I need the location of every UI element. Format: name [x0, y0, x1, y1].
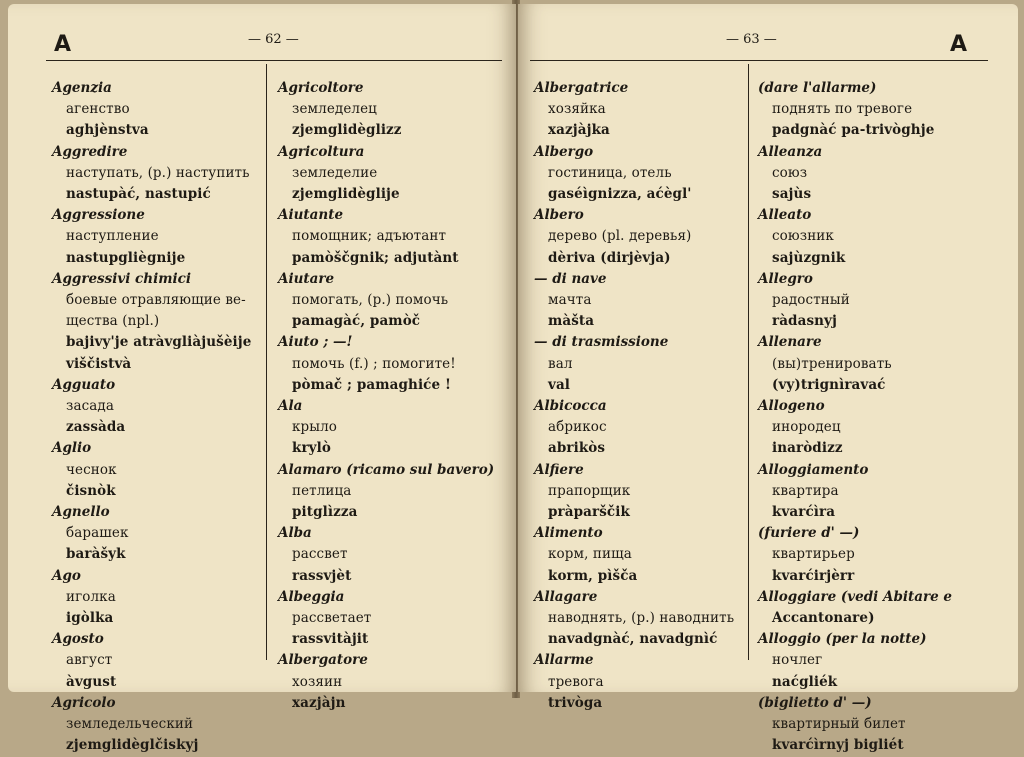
entry-headword: Aiutante: [278, 207, 344, 224]
dictionary-entry: [278, 460, 506, 524]
dictionary-entry: [52, 205, 262, 269]
dictionary-entry: [278, 269, 506, 333]
entry-transliteration: inaròdizz: [772, 440, 843, 457]
entry-russian: квартира: [772, 482, 839, 499]
dictionary-entry: [758, 78, 1008, 142]
column-rule: [748, 64, 749, 660]
dictionary-entry: [534, 523, 744, 587]
entry-headword: Ago: [52, 567, 81, 584]
dictionary-entry: [534, 205, 744, 269]
entry-transliteration: sajùzgnik: [772, 249, 846, 266]
entry-headword: Albero: [534, 207, 584, 224]
entry-transliteration: dèriva (dirjèvja): [548, 249, 671, 266]
entry-transliteration: baràšyk: [66, 546, 126, 563]
entry-headword: Agnello: [52, 504, 110, 521]
dictionary-entry: [758, 396, 1008, 460]
entry-russian: барашек: [66, 525, 129, 542]
entry-transliteration: zjemglidèglije: [292, 186, 400, 203]
entry-headword: Aggressivi chimici: [52, 270, 191, 287]
dictionary-entry: [278, 78, 506, 142]
entry-transliteration: igòlka: [66, 610, 114, 627]
entry-headword: Agosto: [52, 631, 104, 648]
entry-russian: крыло: [292, 419, 338, 436]
dictionary-entry: [52, 438, 262, 502]
entry-russian: засада: [66, 398, 114, 415]
left-column-1: [52, 78, 262, 757]
entry-russian: земледелец: [292, 101, 377, 118]
dictionary-entry: [534, 269, 744, 333]
page-number: — 63 —: [726, 32, 777, 47]
entry-transliteration: čisnòk: [66, 482, 116, 499]
entry-russian: квартирьер: [772, 546, 855, 563]
header-rule: [46, 60, 502, 61]
entry-headword: (furiere d' —): [758, 525, 860, 542]
entry-headword: Aiutare: [278, 270, 335, 287]
entry-russian: ночлег: [772, 652, 823, 669]
entry-russian: наступать, (p.) наступить: [66, 164, 250, 181]
entry-russian: радостный: [772, 292, 850, 309]
entry-headword: Alloggiare (vedi Abitare e: [758, 588, 952, 605]
entry-russian: мачта: [548, 292, 592, 309]
entry-transliteration: val: [548, 376, 571, 393]
entry-headword: Albicocca: [534, 398, 607, 415]
entry-transliteration: korm, pìšča: [548, 567, 638, 584]
entry-transliteration: kvarćirjèrr: [772, 567, 855, 584]
entry-transliteration: bajivy'je atràvgliàjušèije: [66, 334, 252, 351]
entry-russian: петлица: [292, 482, 352, 499]
header-rule: [530, 60, 988, 61]
entry-headword: Aggredire: [52, 143, 128, 160]
entry-headword: Allenare: [758, 334, 822, 351]
dictionary-entry: [758, 460, 1008, 524]
dictionary-entry: [534, 396, 744, 460]
entry-headword: (dare l'allarme): [758, 80, 877, 96]
entry-transliteration: kvarćìra: [772, 504, 836, 521]
left-column-2: [278, 78, 506, 714]
entry-russian: (вы)тренировать: [772, 355, 892, 372]
entry-headword: Alimento: [534, 525, 603, 542]
dictionary-entry: [278, 650, 506, 714]
dictionary-entry: [278, 205, 506, 269]
entry-headword: Alamaro (ricamo sul bavero): [278, 461, 495, 478]
entry-headword: Alba: [278, 525, 312, 542]
section-letter: A: [950, 32, 968, 57]
entry-russian: боевые отравляющие ве-: [66, 292, 246, 309]
entry-headword: Alloggiamento: [758, 461, 869, 478]
entry-russian: хозяин: [292, 673, 343, 690]
entry-headword: Alleato: [758, 207, 812, 224]
entry-transliteration: navadgnàć, navadgnìć: [548, 631, 718, 648]
entry-russian: союз: [772, 164, 808, 181]
dictionary-entry: [758, 693, 1008, 757]
dictionary-entry: [758, 587, 1008, 629]
entry-headword: Allogeno: [758, 398, 825, 415]
entry-transliteration: rassvjèt: [292, 567, 352, 584]
column-rule: [266, 64, 267, 660]
entry-headword: Albergatore: [278, 652, 368, 669]
entry-transliteration: padgnàć pa-trivòghje: [772, 122, 935, 139]
right-column-2: [758, 78, 1008, 757]
entry-transliteration: Accantonare): [772, 610, 875, 627]
entry-russian: чеснок: [66, 461, 117, 478]
entry-russian: союзник: [772, 228, 834, 245]
entry-headword: Alfiere: [534, 461, 584, 478]
entry-headword: Agguato: [52, 376, 116, 393]
dictionary-entry: [534, 142, 744, 206]
entry-transliteration: trivòga: [548, 694, 603, 711]
entry-headword: Allegro: [758, 270, 813, 287]
entry-transliteration: màšta: [548, 313, 595, 330]
entry-transliteration: gaséìgnizza, aćègl': [548, 186, 692, 203]
dictionary-entry: [534, 78, 744, 142]
entry-headword: Aglio: [52, 440, 92, 457]
entry-russian: корм, пища: [548, 546, 632, 563]
dictionary-entry: [758, 629, 1008, 693]
entry-russian: иголка: [66, 588, 116, 605]
entry-transliteration: pitglìzza: [292, 504, 358, 521]
entry-russian: тревога: [548, 673, 604, 690]
entry-transliteration: rassvitàjit: [292, 631, 369, 648]
entry-transliteration: naćgliék: [772, 673, 838, 690]
entry-headword: Agenzia: [52, 80, 112, 96]
dictionary-entry: [278, 523, 506, 587]
dictionary-entry: [534, 332, 744, 396]
entry-transliteration: pamòščgnik; adjutànt: [292, 249, 459, 266]
entry-transliteration: ràdasnyj: [772, 313, 837, 330]
entry-headword: Albergatrice: [534, 80, 629, 96]
dictionary-entry: [52, 142, 262, 206]
entry-russian: наводнять, (p.) наводнить: [548, 610, 735, 627]
entry-russian: помощник; адъютант: [292, 228, 447, 245]
entry-transliteration: xazjàjn: [292, 694, 346, 711]
entry-transliteration: zjemglidèglčiskyj: [66, 737, 199, 754]
entry-russian: рассветает: [292, 610, 372, 627]
entry-russian: рассвет: [292, 546, 348, 563]
entry-transliteration: aghjènstva: [66, 122, 149, 139]
entry-russian: абрикос: [548, 419, 607, 436]
entry-headword: Agricolo: [52, 694, 116, 711]
entry-russian: щества (npl.): [66, 313, 160, 330]
dictionary-entry: [278, 396, 506, 460]
entry-headword: Aggressione: [52, 207, 145, 224]
entry-transliteration: krylò: [292, 440, 331, 457]
dictionary-entry: [52, 566, 262, 630]
entry-russian: инородец: [772, 419, 841, 436]
dictionary-entry: [52, 269, 262, 375]
entry-headword: Allagare: [534, 588, 598, 605]
entry-headword: — di trasmissione: [534, 334, 669, 351]
entry-transliteration: nastupàć, nastupić: [66, 186, 211, 203]
dictionary-entry: [52, 693, 262, 757]
right-column-1: [534, 78, 744, 714]
entry-transliteration: sajùs: [772, 186, 812, 203]
entry-headword: Allarme: [534, 652, 594, 669]
entry-headword: (biglietto d' —): [758, 694, 872, 711]
entry-russian: поднять по тревоге: [772, 101, 913, 118]
entry-russian: агенство: [66, 101, 130, 118]
entry-transliteration: àvgust: [66, 673, 117, 690]
entry-headword: Agricoltore: [278, 80, 364, 96]
entry-russian: земледельческий: [66, 716, 194, 733]
dictionary-entry: [278, 142, 506, 206]
entry-russian: квартирный билет: [772, 716, 906, 733]
entry-headword: Agricoltura: [278, 143, 365, 160]
entry-russian: август: [66, 652, 113, 669]
entry-russian: дерево (pl. деревья): [548, 228, 692, 245]
page-number: — 62 —: [248, 32, 299, 47]
entry-headword: Alleanza: [758, 143, 823, 160]
entry-transliteration: (vy)trignìravać: [772, 376, 886, 393]
dictionary-entry: [534, 650, 744, 714]
dictionary-entry: [52, 78, 262, 142]
entry-transliteration: pràparščik: [548, 504, 630, 521]
entry-transliteration: xazjàjka: [548, 122, 610, 139]
dictionary-entry: [52, 629, 262, 693]
entry-russian: помогать, (p.) помочь: [292, 292, 449, 309]
dictionary-entry: [534, 460, 744, 524]
dictionary-entry: [758, 523, 1008, 587]
dictionary-entry: [758, 205, 1008, 269]
entry-russian: вал: [548, 355, 573, 372]
entry-transliteration: kvarćìrnyj bigliét: [772, 737, 904, 754]
entry-russian: наступление: [66, 228, 159, 245]
entry-russian: гостиница, отель: [548, 164, 672, 181]
dictionary-entry: [278, 587, 506, 651]
dictionary-entry: [278, 332, 506, 396]
right-page: [518, 4, 1018, 754]
entry-transliteration: zjemglidèglizz: [292, 122, 402, 139]
entry-transliteration: pamagàć, pamòč: [292, 313, 421, 330]
entry-headword: Albergo: [534, 143, 594, 160]
left-page: [8, 4, 516, 754]
dictionary-entry: [758, 332, 1008, 396]
dictionary-entry: [758, 142, 1008, 206]
entry-transliteration: zassàda: [66, 419, 126, 436]
entry-transliteration: nastupgliègnije: [66, 249, 186, 266]
entry-russian: хозяйка: [548, 101, 606, 118]
entry-russian: прапорщик: [548, 482, 631, 499]
dictionary-entry: [52, 375, 262, 439]
entry-transliteration: pòmač ; pamaghiće !: [292, 376, 452, 393]
entry-headword: Ala: [278, 398, 303, 415]
entry-transliteration: viščistvà: [66, 355, 132, 372]
entry-russian: земледелие: [292, 164, 378, 181]
dictionary-entry: [534, 587, 744, 651]
section-letter: A: [54, 32, 72, 57]
entry-headword: Aiuto ; —!: [278, 334, 353, 351]
dictionary-entry: [52, 502, 262, 566]
entry-transliteration: abrikòs: [548, 440, 606, 457]
entry-headword: Alloggio (per la notte): [758, 631, 927, 648]
entry-headword: — di nave: [534, 270, 607, 287]
entry-headword: Albeggia: [278, 588, 345, 605]
dictionary-entry: [758, 269, 1008, 333]
entry-russian: помочь (f.) ; помогите!: [292, 355, 456, 372]
